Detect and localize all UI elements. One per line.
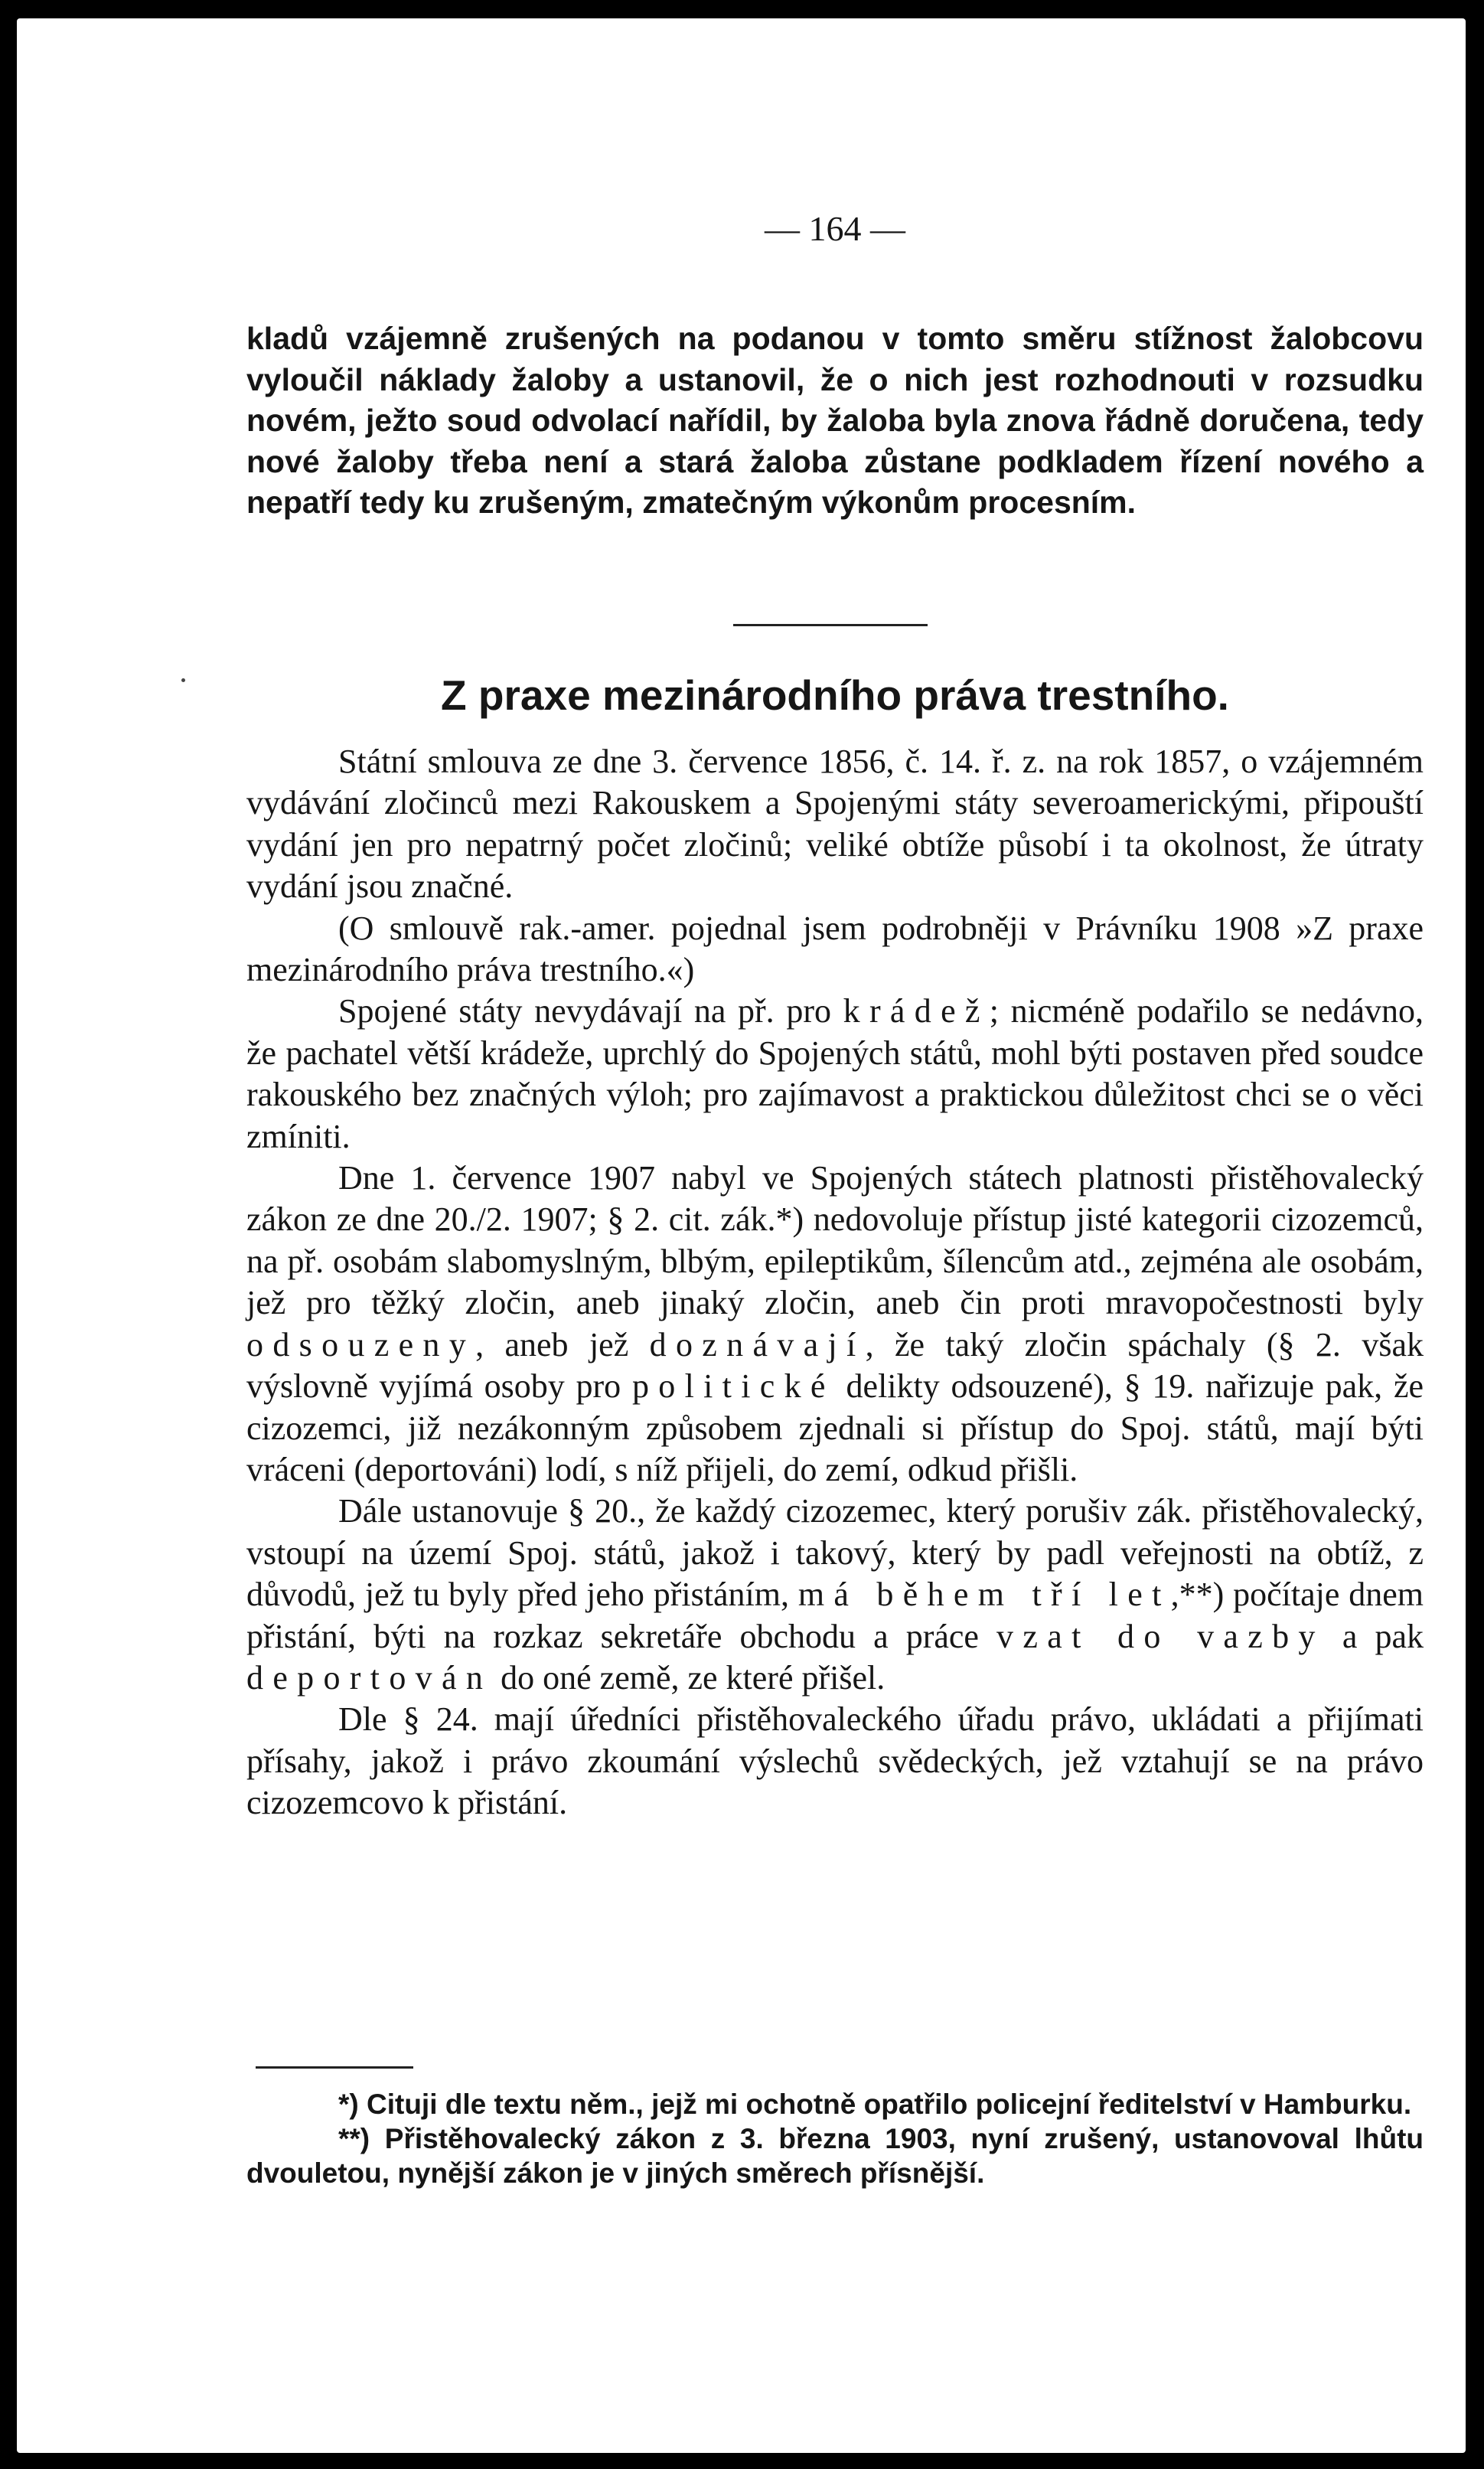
ink-speck: [181, 678, 185, 682]
spaced-emphasis: vzat do vazby: [996, 1617, 1325, 1655]
text-run: , aneb jež: [475, 1325, 650, 1364]
text-run: ; nicméně podařilo se nedávno, že pachatel větší krádeže, uprchlý do Spojených států, mohl býti postaven před soudce rakouského bez značných výloh; pro zajímavost a praktickou důležitost chci se o věci zmíniti.: [246, 992, 1424, 1155]
footnote-2: **) Přistěhovalecký zákon z 3. března 1903, nyní zrušený, ustanovoval lhůtu dvouletou, nynější zákon je v jiných směrech přísnější.: [246, 2123, 1424, 2189]
text-run: delikty odsouzené), § 19. nařizuje pak, že cizozemci, již nezákonným způsobem zjednali si přístup do Spoj. států, mají býti vráceni (deportováni) lodí, s níž přijeli, do zemí, odkud přišli.: [246, 1367, 1424, 1488]
text-run: Dne 1. července 1907 nabyl ve Spojených státech platnosti přistěhovalecký zákon ze dne 20./2. 1907; § 2. cit. zák.*) nedovoluje přístup jisté kategorii cizozemců, na př. osobám slabomyslným, blbým, epileptikům, šílencům atd., zejména ale osobám, jež pro těžký zločin, aneb jinaký zločin, aneb čin proti mravopočestnosti byly: [246, 1159, 1424, 1322]
article-body: [246, 741, 1424, 1824]
text-run: , že taký zločin spáchaly (§ 2. však výslovně vyjímá osoby pro: [246, 1325, 1424, 1406]
text-run: Spojené státy nevydávají na př. pro: [338, 992, 843, 1030]
spaced-emphasis: deportován: [246, 1658, 493, 1697]
paragraph-1: Státní smlouva ze dne 3. července 1856, č. 14. ř. z. na rok 1857, o vzájemném vydávání zločinců mezi Rakouskem a Spojenými státy severoamerickými, připouští vydání jen pro nepatrný počet zločinů; veliké obtíže působí i ta okolnost, že útraty vydání jsou značné.: [246, 743, 1424, 906]
spaced-emphasis: doznávají: [649, 1325, 866, 1364]
paragraph-6: Dle § 24. mají úředníci přistěhovaleckého úřadu právo, ukládati a přijímati přísahy, jakož i právo zkoumání výslechů svědeckých, jež vztahují se na právo cizozemcovo k přistání.: [246, 1700, 1424, 1822]
footnotes: [246, 2087, 1424, 2190]
section-heading: Z praxe mezinárodního práva trestního.: [441, 671, 1229, 719]
footnote-divider: [256, 2066, 413, 2069]
paragraph-2: (O smlouvě rak.-amer. pojednal jsem podrobněji v Právníku 1908 »Z praxe mezinárodního práva trestního.«): [246, 909, 1424, 989]
text-run: do oné země, ze které přišel.: [492, 1658, 886, 1697]
spaced-emphasis: politické: [631, 1367, 835, 1406]
paragraph-4: [246, 1158, 1424, 1491]
section-divider: [733, 624, 928, 626]
text-run: a pak: [1324, 1617, 1424, 1655]
text-run: Dále ustanovuje § 20., že každý cizozemec, který porušiv zák. přistěhovalecký, vstoupí na území Spoj. států, jakož i takový, který by padl veřejnosti na obtíž, z důvodů, jež tu byly před jeho přistáním,: [246, 1492, 1424, 1614]
page-number: — 164 —: [765, 209, 905, 248]
spaced-emphasis: odsouzeny: [246, 1325, 476, 1364]
text-run: ,**) počítaje dnem přistání, býti na rozkaz sekretáře obchodu a práce: [246, 1576, 1424, 1655]
paragraph-5: [246, 1491, 1424, 1699]
footnote-1: *) Cituji dle textu něm., jejž mi ochotně opatřilo policejní ředitelství v Hamburku.: [338, 2089, 1412, 2120]
spaced-emphasis: krádež: [843, 992, 990, 1030]
spaced-emphasis: má během tří let: [797, 1576, 1171, 1614]
page: [17, 18, 1466, 2453]
paragraph-3: [246, 991, 1424, 1158]
continuation-paragraph: kladů vzájemně zrušených na podanou v tomto směru stížnost žalobcovu vyloučil náklady žaloby a ustanovil, že o nich jest rozhodnouti v rozsudku novém, ježto soud odvolací nařídil, by žaloba byla znova řádně doručena, tedy nové žaloby třeba není a stará žaloba zůstane podkladem řízení nového a nepatří tedy ku zrušeným, zmatečným výkonům procesním.: [246, 321, 1424, 521]
